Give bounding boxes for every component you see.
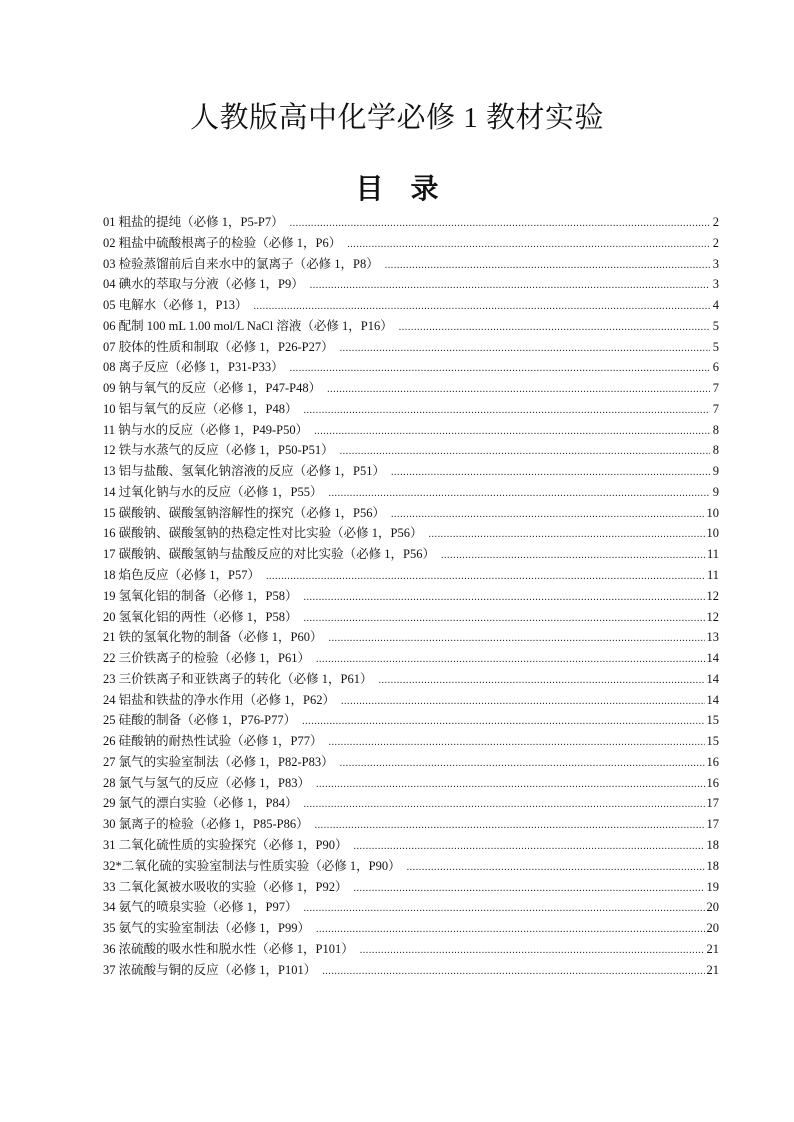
toc-entry xyxy=(103,503,719,524)
dot-leader xyxy=(340,442,710,463)
toc-entry xyxy=(103,960,719,981)
toc-entry xyxy=(103,939,719,960)
dot-leader xyxy=(340,754,705,775)
page-number: 19 xyxy=(706,879,719,894)
page-number: 16 xyxy=(706,775,719,790)
toc-entry xyxy=(103,378,719,399)
toc-entry xyxy=(103,877,719,898)
dot-leader xyxy=(316,775,705,796)
toc-entry xyxy=(103,461,719,482)
entry-title: 22 三价铁离子的检验（必修 1，P61） xyxy=(103,651,310,666)
page-number: 15 xyxy=(706,713,719,728)
page-number: 12 xyxy=(706,609,719,624)
page-number: 20 xyxy=(706,921,719,936)
dot-leader xyxy=(314,422,710,443)
dot-leader xyxy=(322,962,704,983)
dot-leader xyxy=(290,359,710,380)
toc-entry xyxy=(103,212,719,233)
dot-leader xyxy=(353,879,704,900)
entry-title: 25 硅酸的制备（必修 1，P76-P77） xyxy=(103,713,297,728)
toc-entry xyxy=(103,482,719,503)
entry-title: 29 氯气的漂白实验（必修 1，P84） xyxy=(103,796,298,811)
page-number: 2 xyxy=(712,235,719,250)
page-number: 10 xyxy=(706,505,719,520)
entry-title: 34 氨气的喷泉实验（必修 1，P97） xyxy=(103,900,298,915)
entry-title: 24 铝盐和铁盐的净水作用（必修 1，P62） xyxy=(103,692,335,707)
toc-entry xyxy=(103,918,719,939)
entry-title: 14 过氧化钠与水的反应（必修 1，P55） xyxy=(103,484,323,499)
entry-title: 04 碘水的萃取与分液（必修 1，P9） xyxy=(103,277,304,292)
dot-leader xyxy=(328,484,710,505)
entry-title: 20 氢氧化铝的两性（必修 1，P58） xyxy=(103,609,298,624)
entry-title: 10 铝与氧气的反应（必修 1，P48） xyxy=(103,401,298,416)
document-title: 人教版高中化学必修 1 教材实验 xyxy=(189,102,604,134)
dot-leader xyxy=(428,525,704,546)
dot-leader xyxy=(303,401,710,422)
toc-entry xyxy=(103,233,719,254)
dot-leader xyxy=(360,941,705,962)
page-number: 18 xyxy=(706,858,719,873)
entry-title: 35 氨气的实验室制法（必修 1，P99） xyxy=(103,921,310,936)
page-number: 7 xyxy=(712,401,719,416)
dot-leader xyxy=(391,505,705,526)
entry-title: 27 氯气的实验室制法（必修 1，P82-P83） xyxy=(103,754,334,769)
toc-entry xyxy=(103,295,719,316)
toc-entry xyxy=(103,337,719,358)
entry-title: 03 检验蒸馏前后自来水中的氯离子（必修 1，P8） xyxy=(103,256,379,271)
dot-leader xyxy=(391,463,710,484)
dot-leader xyxy=(303,899,704,920)
toc-entry xyxy=(103,316,719,337)
entry-title: 16 碳酸钠、碳酸氢钠的热稳定性对比实验（必修 1，P56） xyxy=(103,526,423,541)
entry-title: 36 浓硫酸的吸水性和脱水性（必修 1，P101） xyxy=(103,941,354,956)
entry-title: 37 浓硫酸与铜的反应（必修 1，P101） xyxy=(103,962,317,977)
entry-title: 31 二氧化硫性质的实验探究（必修 1，P90） xyxy=(103,837,348,852)
dot-leader xyxy=(253,297,710,318)
page-number: 9 xyxy=(712,464,719,479)
toc-entry xyxy=(103,420,719,441)
page-number: 18 xyxy=(706,837,719,852)
page-number: 3 xyxy=(712,277,719,292)
page-number: 5 xyxy=(712,318,719,333)
entry-title: 02 粗盐中硫酸根离子的检验（必修 1，P6） xyxy=(103,235,342,250)
page-number: 11 xyxy=(706,547,719,562)
toc-entry xyxy=(103,814,719,835)
entry-title: 11 钠与水的反应（必修 1，P49-P50） xyxy=(103,422,309,437)
entry-title: 23 三价铁离子和亚铁离子的转化（必修 1，P61） xyxy=(103,671,373,686)
entry-title: 08 离子反应（必修 1，P31-P33） xyxy=(103,360,284,375)
dot-leader xyxy=(340,339,710,360)
dot-leader xyxy=(310,276,710,297)
page-number: 21 xyxy=(706,941,719,956)
page-number: 21 xyxy=(706,962,719,977)
entry-title: 13 铝与盐酸、氢氧化钠溶液的反应（必修 1，P51） xyxy=(103,464,385,479)
entry-title: 05 电解水（必修 1，P13） xyxy=(103,298,248,313)
dot-leader xyxy=(303,795,704,816)
page-number: 20 xyxy=(706,900,719,915)
toc-entry xyxy=(103,607,719,628)
dot-leader xyxy=(303,588,704,609)
toc-entry xyxy=(103,627,719,648)
dot-leader xyxy=(441,546,705,567)
entry-title: 26 硅酸钠的耐热性试验（必修 1，P77） xyxy=(103,734,323,749)
toc-entry xyxy=(103,254,719,275)
page-number: 4 xyxy=(712,298,719,313)
toc-entry xyxy=(103,669,719,690)
page-number: 9 xyxy=(712,484,719,499)
dot-leader xyxy=(407,858,705,879)
dot-leader xyxy=(303,609,704,630)
page-number: 8 xyxy=(712,443,719,458)
dot-leader xyxy=(315,816,705,837)
entry-title: 30 氯离子的检验（必修 1，P85-P86） xyxy=(103,817,309,832)
entry-title: 09 钠与氧气的反应（必修 1，P47-P48） xyxy=(103,381,322,396)
toc-entry xyxy=(103,835,719,856)
dot-leader xyxy=(347,235,710,256)
page-number: 15 xyxy=(706,734,719,749)
entry-title: 19 氢氧化铝的制备（必修 1，P58） xyxy=(103,588,298,603)
page-number: 17 xyxy=(706,796,719,811)
page-number: 7 xyxy=(712,381,719,396)
toc-entry xyxy=(103,773,719,794)
page-number: 8 xyxy=(712,422,719,437)
dot-leader xyxy=(353,837,704,858)
entry-title: 33 二氧化氮被水吸收的实验（必修 1，P92） xyxy=(103,879,348,894)
entry-title: 01 粗盐的提纯（必修 1，P5-P7） xyxy=(103,215,284,229)
entry-title: 32*二氧化硫的实验室制法与性质实验（必修 1，P90） xyxy=(103,858,401,873)
page-number: 12 xyxy=(706,588,719,603)
page-number: 14 xyxy=(706,692,719,707)
dot-leader xyxy=(302,712,704,733)
toc-entry xyxy=(103,856,719,877)
toc-entry xyxy=(103,710,719,731)
dot-leader xyxy=(316,650,705,671)
toc-entry xyxy=(103,648,719,669)
dot-leader xyxy=(341,692,705,713)
toc-entry xyxy=(103,793,719,814)
page-number: 16 xyxy=(706,754,719,769)
entry-title: 06 配制 100 mL 1.00 mol/L NaCl 溶液（必修 1，P16） xyxy=(103,318,393,333)
toc-entry xyxy=(103,690,719,711)
dot-leader xyxy=(316,920,705,941)
page-number: 3 xyxy=(712,256,719,271)
dot-leader xyxy=(327,380,710,401)
dot-leader xyxy=(266,567,705,588)
entry-title: 15 碳酸钠、碳酸氢钠溶解性的探究（必修 1，P56） xyxy=(103,505,385,520)
toc-entry xyxy=(103,274,719,295)
page-number: 2 xyxy=(712,215,719,229)
page-number: 13 xyxy=(706,630,719,645)
page-number: 6 xyxy=(712,360,719,375)
toc-entry xyxy=(103,565,719,586)
page-number: 17 xyxy=(706,817,719,832)
page-number: 14 xyxy=(706,651,719,666)
toc-entry xyxy=(103,440,719,461)
dot-leader xyxy=(385,256,710,277)
entry-title: 17 碳酸钠、碳酸氢钠与盐酸反应的对比实验（必修 1，P56） xyxy=(103,547,435,562)
dot-leader xyxy=(328,733,704,754)
toc-entry xyxy=(103,523,719,544)
entry-title: 21 铁的氢氧化物的制备（必修 1，P60） xyxy=(103,630,323,645)
dot-leader xyxy=(328,629,704,650)
toc-entry xyxy=(103,544,719,565)
page-number: 5 xyxy=(712,339,719,354)
toc-entry xyxy=(103,357,719,378)
page-number: 10 xyxy=(706,526,719,541)
entry-title: 07 胶体的性质和制取（必修 1，P26-P27） xyxy=(103,339,334,354)
page-number: 11 xyxy=(706,568,719,583)
toc-entry xyxy=(103,752,719,773)
toc-heading: 目 录 xyxy=(355,174,449,205)
toc-entry xyxy=(103,586,719,607)
table-of-contents xyxy=(103,212,719,980)
toc-entry xyxy=(103,731,719,752)
entry-title: 18 焰色反应（必修 1，P57） xyxy=(103,568,260,583)
entry-title: 12 铁与水蒸气的反应（必修 1，P50-P51） xyxy=(103,443,334,458)
toc-entry xyxy=(103,399,719,420)
dot-leader xyxy=(378,671,704,692)
page-number: 14 xyxy=(706,671,719,686)
dot-leader xyxy=(399,318,710,339)
dot-leader xyxy=(290,214,710,235)
entry-title: 28 氯气与氢气的反应（必修 1，P83） xyxy=(103,775,310,790)
toc-entry xyxy=(103,897,719,918)
